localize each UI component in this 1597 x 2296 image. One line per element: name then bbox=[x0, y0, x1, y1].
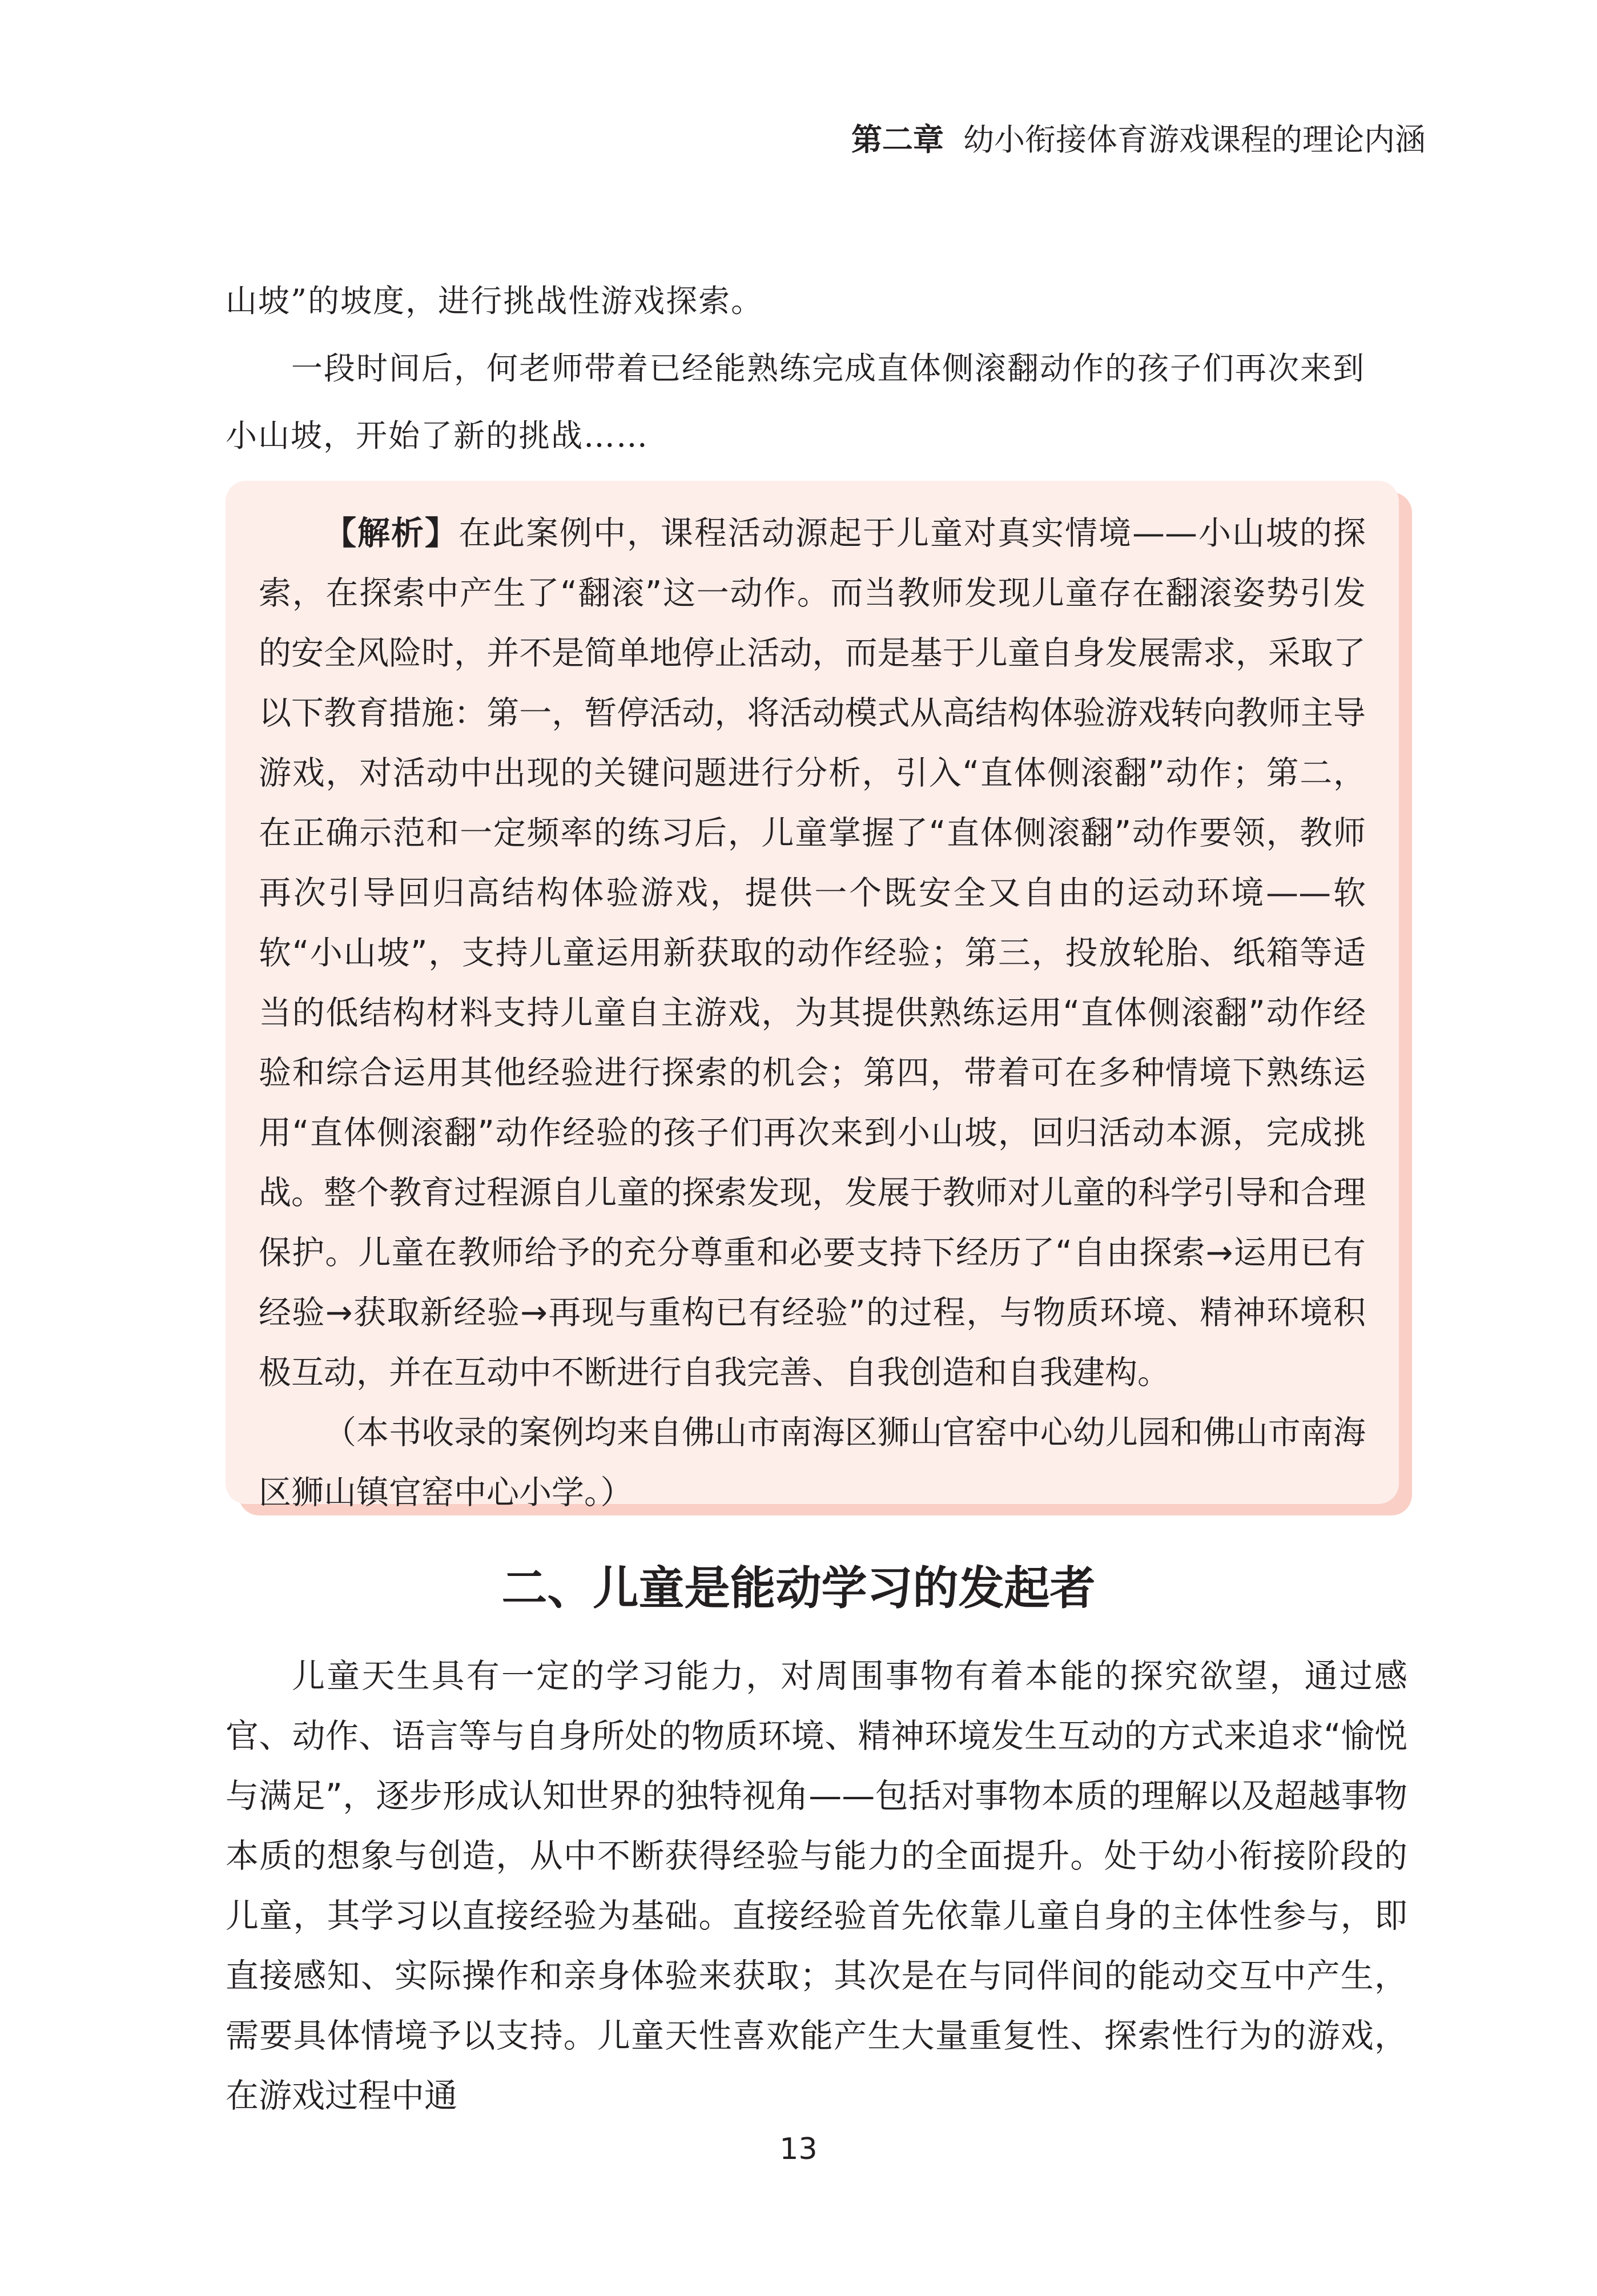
chapter-title: 幼小衔接体育游戏课程的理论内涵 bbox=[963, 122, 1426, 158]
section-title: 二、儿童是能动学习的发起者 bbox=[501, 1562, 1096, 1615]
section-body: 儿童天生具有一定的学习能力，对周围事物有着本能的探究欲望，通过感官、动作、语言等与自身所处的物质环境、精神环境发生互动的方式来追求“愉悦与满足”，逐步形成认知世界的独特视角——包括对事物本质的理解以及超越事物本质的想象与创造，从中不断获得经验与能力的全面提升。处于幼小衔接阶段的儿童，其学习以直接经验为基础。直接经验首先依靠儿童自身的主体性参与，即直接感知、实际操作和亲身体验来获取；其次是在与同伴间的能动交互中产生，需要具体情境予以支持。儿童天性喜欢能产生大量重复性、探索性行为的游戏，在游戏过程中通 bbox=[226, 1656, 1407, 2115]
analysis-body: 在此案例中，课程活动源起于儿童对真实情境——小山坡的探索，在探索中产生了“翻滚”这一动作。而当教师发现儿童存在翻滚姿势引发的安全风险时，并不是简单地停止活动，而是基于儿童自身发展需求，采取了以下教育措施：第一，暂停活动，将活动模式从高结构体验游戏转向教师主导游戏，对活动中出现的关键问题进行分析，引入“直体侧滚翻”动作；第二，在正确示范和一定频率的练习后，儿童掌握了“直体侧滚翻”动作要领，教师再次引导回归高结构体验游戏，提供一个既安全又自由的运动环境——软软“小山坡”，支持儿童运用新获取的动作经验；第三，投放轮胎、纸箱等适当的低结构材料支持儿童自主游戏，为其提供熟练运用“直体侧滚翻”动作经验和综合运用其他经验进行探索的机会；第四，带着可在多种情境下熟练运用“直体侧滚翻”动作经验的孩子们再次来到小山坡，回归活动本源，完成挑战。整个教育过程源自儿童的探索发现，发展于教师对儿童的科学引导和合理保护。儿童在教师给予的充分尊重和必要支持下经历了“自由探索→运用已有经验→获取新经验→再现与重构已有经验”的过程，与物质环境、精神环境积极互动，并在互动中不断进行自我完善、自我创造和自我建构。 bbox=[259, 514, 1366, 1392]
case-line: 山坡”的坡度，进行挑战性游戏探索。 bbox=[226, 283, 764, 319]
chapter-number: 第二章 bbox=[851, 122, 944, 158]
analysis-paragraph bbox=[259, 504, 1366, 1403]
analysis-label: 【解析】 bbox=[324, 514, 458, 552]
analysis-note: （本书收录的案例均来自佛山市南海区狮山官窑中心幼儿园和佛山市南海区狮山镇官窑中心小学。） bbox=[259, 1414, 1366, 1511]
running-header bbox=[851, 117, 1426, 163]
case-paragraph: 一段时间后，何老师带着已经能熟练完成直体侧滚翻动作的孩子们再次来到小山坡，开始了新的挑战…… bbox=[226, 350, 1366, 454]
analysis-box bbox=[226, 481, 1399, 1511]
case-continuation bbox=[226, 267, 1376, 469]
page-number: 13 bbox=[779, 2132, 818, 2166]
